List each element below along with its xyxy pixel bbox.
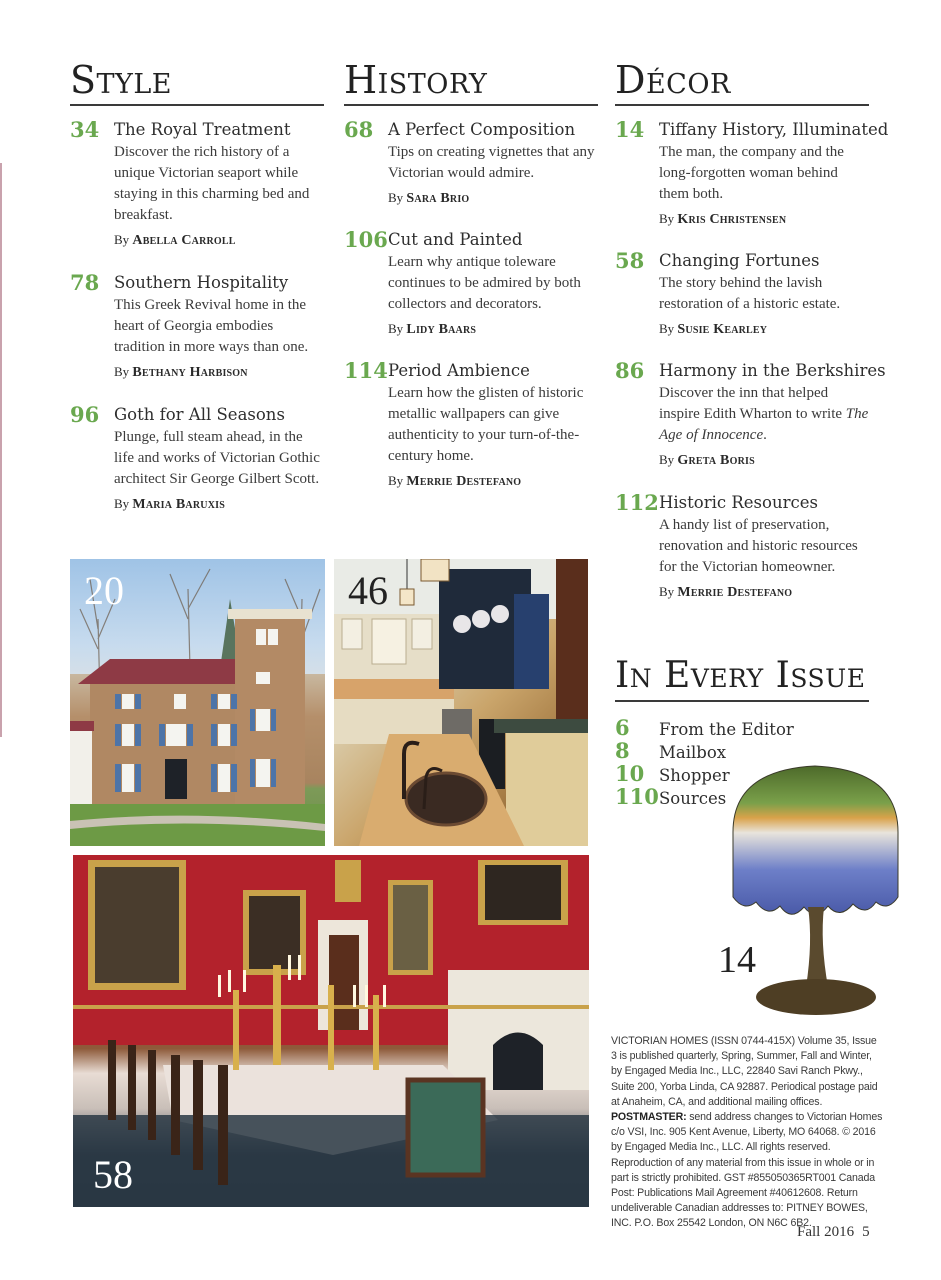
item-label: From the Editor xyxy=(659,720,794,739)
item-label: Shopper xyxy=(659,766,730,785)
byline: By Lidy Baars xyxy=(388,321,477,337)
page-folio xyxy=(797,1224,870,1241)
author-name: Abella Carroll xyxy=(132,233,236,248)
toc-entry[interactable] xyxy=(70,118,324,250)
page-number: 8 xyxy=(615,738,630,763)
article-description: Learn how the glisten of historic metallic wallpapers can give authenticity to your turn-of-the-century home. xyxy=(388,385,584,464)
byline: By Kris Christensen xyxy=(659,211,787,227)
byline: By Greta Boris xyxy=(659,452,755,468)
byline: By Sara Brio xyxy=(388,190,470,206)
toc-entry[interactable] xyxy=(70,271,324,382)
photo-page-number: 14 xyxy=(718,939,756,981)
author-name: Merrie Destefano xyxy=(406,474,522,489)
page-number: 68 xyxy=(344,117,374,142)
section-style xyxy=(70,58,324,514)
author-name: Bethany Harbison xyxy=(132,365,248,380)
page-number: 106 xyxy=(344,227,388,252)
page-number: 114 xyxy=(344,358,388,383)
toc-entry[interactable] xyxy=(70,403,324,514)
photo-kitchen[interactable] xyxy=(334,559,588,846)
author-name: Susie Kearley xyxy=(677,322,768,337)
item-label: Sources xyxy=(659,789,727,808)
photo-greek-revival-house[interactable] xyxy=(70,559,325,846)
article-title: A Perfect Composition xyxy=(388,120,576,139)
publication-statement: VICTORIAN HOMES (ISSN 0744-415X) Volume 35, Issue 3 is published quarterly, Spring, Summer, Fall and Winter, by Engaged Media Inc., LLC, 22840 Savi Ranch Pkwy., Suite 200, Yorba Linda, CA 92887. Periodical postage paid at Anaheim, CA, and additional mailing offices. POSTMASTER: send address changes to Victorian Homes c/o VSI, Inc. 905 Kent Avenue, Liberty, MO 64068. © 2016 by Engaged Media Inc., LLC. All rights reserved. Reproduction of any material from this issue in whole or in part is strictly prohibited. GST #855050365RT001 Canada Post: Publications Mail Agreement #40612608. Return undeliverable Canadian addresses to: PITNEY BOWES, INC. P.O. Box 25542 London, ON N6C 6B2. xyxy=(611,1035,883,1230)
author-name: Kris Christensen xyxy=(677,212,787,227)
book-title: The Age of Innocence xyxy=(659,406,869,443)
page-number: 58 xyxy=(615,248,645,273)
article-title: Tiffany History, Illuminated xyxy=(659,120,889,139)
byline: By Merrie Destefano xyxy=(659,584,793,600)
page-number: 110 xyxy=(615,784,659,809)
page-edge-line xyxy=(0,163,2,737)
byline: By Abella Carroll xyxy=(114,232,236,248)
article-title: Harmony in the Berkshires xyxy=(659,361,886,380)
byline: By Maria Baruxis xyxy=(114,496,225,512)
section-title-style: Style xyxy=(70,58,324,106)
page-number: 78 xyxy=(70,270,100,295)
article-description: The man, the company and the long-forgotten woman behind them both. xyxy=(659,144,844,202)
article-description: Tips on creating vignettes that any Victorian would admire. xyxy=(388,144,595,181)
photo-dining-room[interactable] xyxy=(73,855,589,1207)
article-description: Plunge, full steam ahead, in the life and works of Victorian Gothic architect Sir George Gilbert Scott. xyxy=(114,429,320,487)
article-description: A handy list of preservation, renovation and historic resources for the Victorian homeowner. xyxy=(659,517,858,575)
article-title: Changing Fortunes xyxy=(659,251,820,270)
article-title: The Royal Treatment xyxy=(114,120,291,139)
section-decor xyxy=(615,58,889,602)
list-item[interactable] xyxy=(615,762,869,785)
author-name: Merrie Destefano xyxy=(677,585,793,600)
article-description: Learn why antique toleware continues to be admired by both collectors and decorators. xyxy=(388,254,581,312)
toc-entry[interactable] xyxy=(344,228,598,339)
author-name: Maria Baruxis xyxy=(132,497,225,512)
toc-entry[interactable] xyxy=(615,358,886,470)
article-description: Discover the inn that helped inspire Edith Wharton to write The Age of Innocence. xyxy=(659,385,869,443)
photo-page-number: 46 xyxy=(348,568,388,613)
author-name: Lidy Baars xyxy=(406,322,477,337)
toc-entry[interactable] xyxy=(615,117,889,229)
list-item[interactable] xyxy=(615,785,869,808)
section-title-decor: Décor xyxy=(615,58,869,106)
page-number: 86 xyxy=(615,358,645,383)
article-title: Southern Hospitality xyxy=(114,273,289,292)
postmaster-label: POSTMASTER: xyxy=(611,1111,687,1124)
article-description: This Greek Revival home in the heart of Georgia embodies tradition in more ways than one. xyxy=(114,297,309,355)
list-item[interactable] xyxy=(615,739,869,762)
toc-entry[interactable] xyxy=(344,118,598,208)
page-number: 14 xyxy=(615,117,645,142)
item-label: Mailbox xyxy=(659,743,727,762)
section-title-history: History xyxy=(344,58,598,106)
section-in-every-issue xyxy=(615,654,869,808)
byline: By Merrie Destefano xyxy=(388,473,522,489)
dining-room-illustration xyxy=(73,855,589,1207)
page-number: 10 xyxy=(615,761,645,786)
author-name: Sara Brio xyxy=(406,191,470,206)
section-title-in-every-issue: In Every Issue xyxy=(615,654,869,702)
byline: By Susie Kearley xyxy=(659,321,768,337)
in-every-issue-list xyxy=(615,716,869,808)
article-description: The story behind the lavish restoration of a historic estate. xyxy=(659,275,841,312)
author-name: Greta Boris xyxy=(677,453,755,468)
article-title: Cut and Painted xyxy=(388,230,523,249)
photo-page-number: 58 xyxy=(93,1152,133,1197)
article-description: Discover the rich history of a unique Victorian seaport while staying in this charming bed and breakfast. xyxy=(114,144,310,223)
section-history xyxy=(344,58,598,491)
article-title: Period Ambience xyxy=(388,361,530,380)
page-number: 112 xyxy=(615,490,659,515)
page-number: 6 xyxy=(615,715,630,740)
list-item[interactable] xyxy=(615,716,869,739)
page-number: 34 xyxy=(70,117,100,142)
page-number: 5 xyxy=(862,1224,870,1240)
toc-entry[interactable] xyxy=(344,359,598,491)
photo-page-number: 20 xyxy=(84,568,124,613)
toc-entry[interactable] xyxy=(615,491,869,602)
issue-label: Fall 2016 xyxy=(797,1224,855,1240)
byline: By Bethany Harbison xyxy=(114,364,248,380)
page-number: 96 xyxy=(70,402,100,427)
article-title: Goth for All Seasons xyxy=(114,405,285,424)
toc-entry[interactable] xyxy=(615,249,869,339)
article-title: Historic Resources xyxy=(659,493,818,512)
